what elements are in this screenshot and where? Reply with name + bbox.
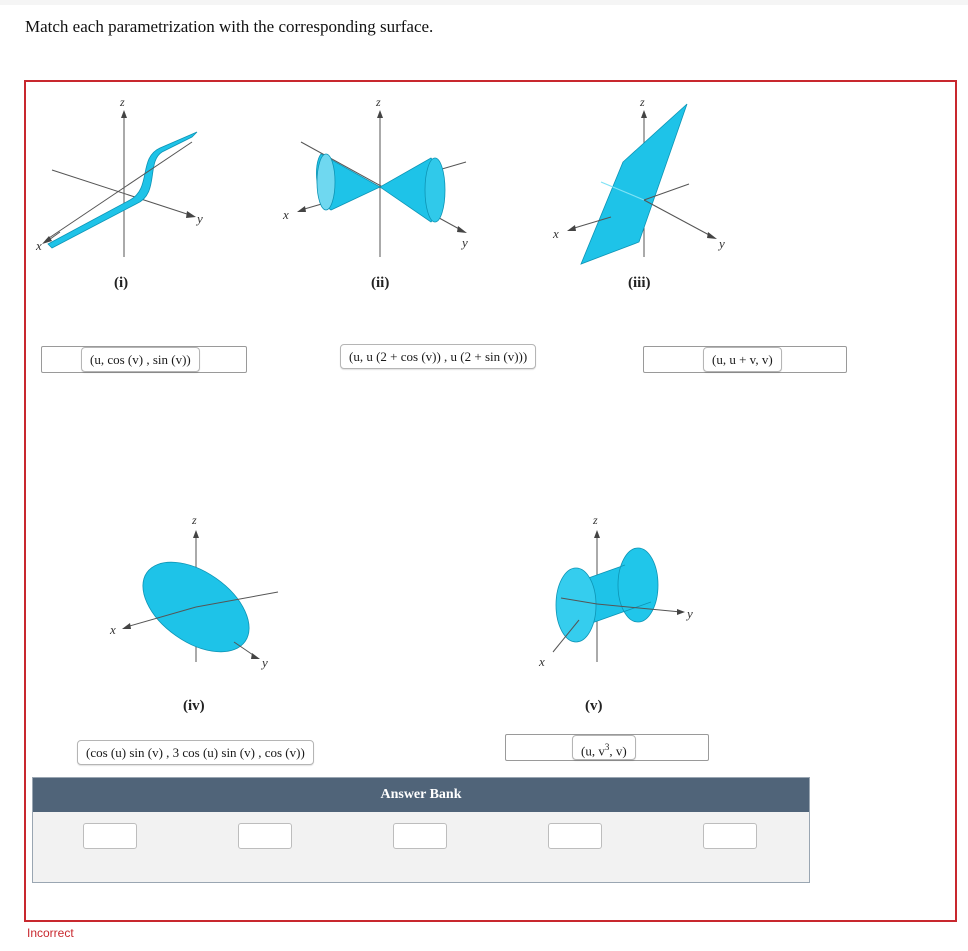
surface-figure-ii <box>281 92 481 257</box>
y-axis-label: y <box>462 235 468 250</box>
answer-bank-slot-2[interactable] <box>238 823 292 849</box>
x-axis-label: x <box>110 622 116 637</box>
surface-figure-v <box>501 512 711 677</box>
figure-label-ii: (ii) <box>371 275 390 291</box>
x-axis-label: x <box>553 226 559 241</box>
answer-bank-slot-4[interactable] <box>548 823 602 849</box>
cylinder-sheet-surface <box>48 132 197 248</box>
answer-chip-v[interactable] <box>572 735 636 760</box>
question-text: Match each parametrization with the corresponding surface. <box>25 17 434 36</box>
x-axis-label: x <box>283 207 289 222</box>
answer-v-suffix: , v) <box>609 743 627 759</box>
z-axis-label: z <box>640 95 645 109</box>
answer-bank-slot-1[interactable] <box>83 823 137 849</box>
page <box>0 5 968 951</box>
figure-label-iii: (iii) <box>628 275 651 291</box>
status-message: Incorrect <box>27 926 74 940</box>
surface-figure-iv <box>106 512 286 677</box>
y-axis-label: y <box>197 211 203 226</box>
z-axis-label: z <box>120 95 125 109</box>
surface-figure-i <box>32 92 222 262</box>
y-axis-label: y <box>719 236 725 251</box>
z-axis-label: z <box>376 95 381 109</box>
answer-bank-slot-3[interactable] <box>393 823 447 849</box>
answer-chip-iii[interactable]: (u, u + v, v) <box>703 347 782 372</box>
answer-v-prefix: (u, v <box>581 743 605 759</box>
matching-frame <box>24 80 957 922</box>
figure-label-i: (i) <box>114 275 129 291</box>
answer-bank-slot-5[interactable] <box>703 823 757 849</box>
answer-v-exponent: 3 <box>604 742 610 752</box>
x-axis-label: x <box>36 238 42 253</box>
answer-bank <box>32 777 810 883</box>
y-axis-label: y <box>262 655 268 670</box>
answer-chip-ii[interactable]: (u, u (2 + cos (v)) , u (2 + sin (v))) <box>340 344 536 369</box>
surface-figure-iii <box>551 92 761 267</box>
figure-label-iv: (iv) <box>183 698 205 714</box>
figure-label-v: (v) <box>585 698 603 714</box>
answer-chip-iv[interactable]: (cos (u) sin (v) , 3 cos (u) sin (v) , cos (v)) <box>77 740 314 765</box>
z-axis-label: z <box>593 513 598 527</box>
answer-chip-i[interactable]: (u, cos (v) , sin (v)) <box>81 347 200 372</box>
x-axis-label: x <box>539 654 545 669</box>
answer-bank-title: Answer Bank <box>33 778 809 812</box>
plane-surface <box>581 104 687 264</box>
z-axis-label: z <box>192 513 197 527</box>
y-axis-label: y <box>687 606 693 621</box>
